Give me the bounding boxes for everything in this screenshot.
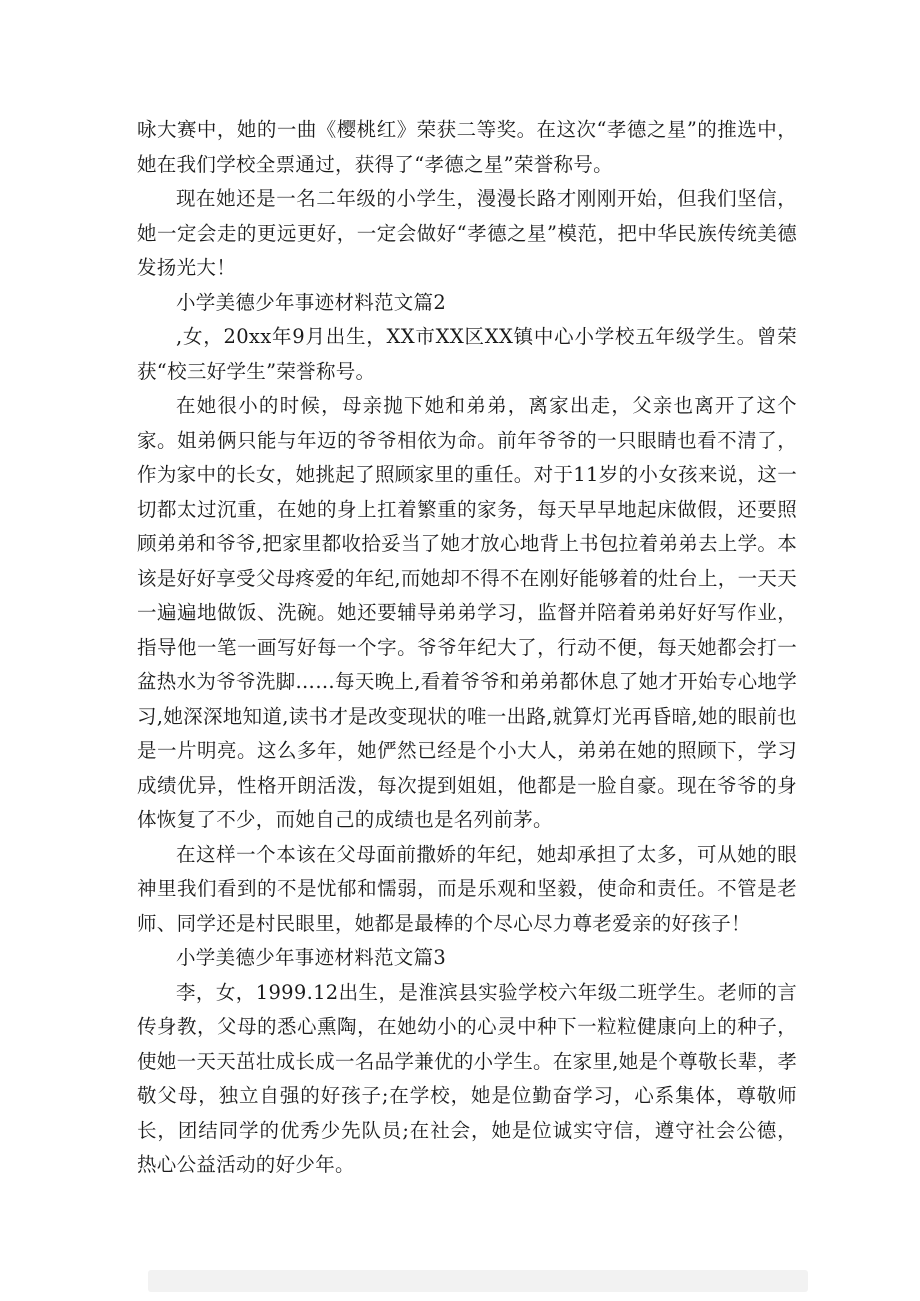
section-heading-3: 小学美德少年事迹材料范文篇3	[176, 946, 447, 969]
page-footer-bar	[148, 1270, 808, 1292]
section-heading-2: 小学美德少年事迹材料范文篇2	[176, 290, 447, 314]
paragraph-5: 在这样一个本该在父母面前撒娇的年纪，她却承担了太多，可从她的眼神里我们看到的不是忧郁和懦弱，而是乐观和坚毅，使命和责任。不管是老师、同学还是村民眼里，她都是最棒的个尽心尽力尊老爱亲的好孩子！	[137, 842, 797, 935]
paragraph-3: ,女，20xx年9月出生，XX市XX区XX镇中心小学校五年级学生。曾荣获“校三好学生”荣誉称号。	[137, 325, 797, 383]
paragraph-4: 在她很小的时候，母亲抛下她和弟弟，离家出走，父亲也离开了这个家。姐弟俩只能与年迈的爷爷相依为命。前年爷爷的一只眼睛也看不清了，作为家中的长女，她挑起了照顾家里的重任。对于11岁的小女孩来说，这一切都太过沉重，在她的身上扛着繁重的家务，每天早早地起床做假，还要照顾弟弟和爷爷,把家里都收拾妥当了她才放心地背上书包拉着弟弟去上学。本该是好好享受父母疼爱的年纪,而她却不得不在刚好能够着的灶台上，一天天一遍遍地做饭、洗碗。她还要辅导弟弟学习，监督并陪着弟弟好好写作业，指导他一笔一画写好每一个字。爷爷年纪大了，行动不便，每天她都会打一盆热水为爷爷洗脚……每天晚上,看着爷爷和弟弟都休息了她才开始专心地学习,她深深地知道,读书才是改变现状的唯一出路,就算灯光再昏暗,她的眼前也是一片明亮。这么多年，她俨然已经是个小大人，弟弟在她的照顾下，学习成绩优异，性格开朗活泼，每次提到姐姐，他都是一脸自豪。现在爷爷的身体恢复了不少，而她自己的成绩也是名列前茅。	[137, 394, 797, 831]
paragraph-6: 李，女，1999.12出生，是淮滨县实验学校六年级二班学生。老师的言传身教，父母的悉心熏陶，在她幼小的心灵中种下一粒粒健康向上的种子，使她一天天茁壮成长成一名品学兼优的小学生。在家里,她是个尊敬长辈，孝敬父母，独立自强的好孩子;在学校，她是位勤奋学习，心系集体，尊敬师长，团结同学的优秀少先队员;在社会，她是位诚实守信，遵守社会公德，热心公益活动的好少年。	[137, 980, 797, 1176]
document-body	[137, 113, 797, 1183]
paragraph-2: 现在她还是一名二年级的小学生，漫漫长路才刚刚开始，但我们坚信，她一定会走的更远更好，一定会做好“孝德之星”模范，把中华民族传统美德发扬光大！	[137, 187, 797, 279]
paragraph-1: 咏大赛中，她的一曲《樱桃红》荣获二等奖。在这次“孝德之星”的推选中，她在我们学校全票通过，获得了“孝德之星”荣誉称号。	[137, 118, 797, 176]
